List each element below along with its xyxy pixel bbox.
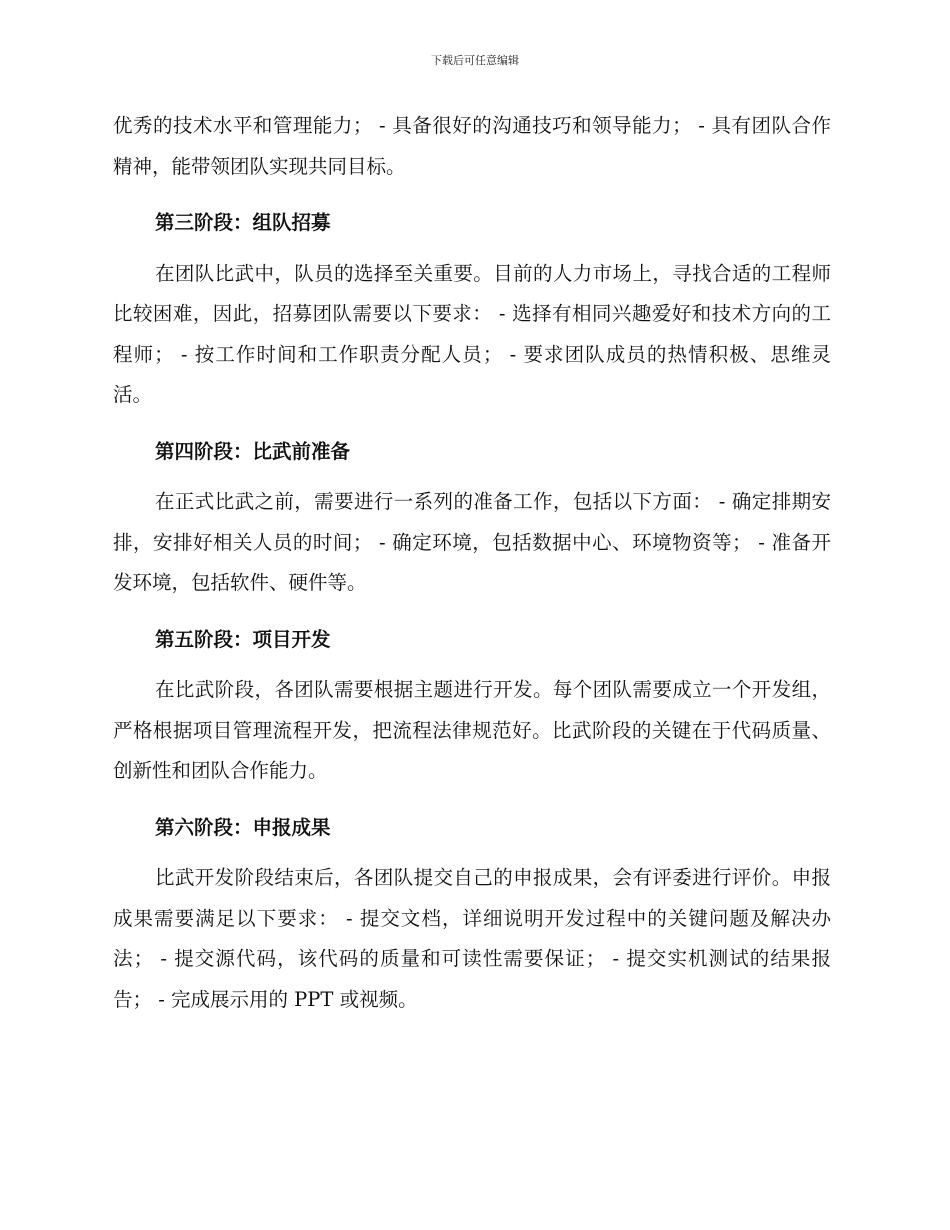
- stage5-paragraph: 在比武阶段，各团队需要根据主题进行开发。每个团队需要成立一个开发组，严格根据项目管理流程开发，把流程法律规范好。比武阶段的关键在于代码质量、创新性和团队合作能力。: [113, 678, 831, 782]
- stage5-heading: 第五阶段：项目开发: [155, 627, 331, 651]
- stage3-heading: 第三阶段：组队招募: [155, 211, 331, 234]
- document-body: [113, 106, 831, 1020]
- stage6-heading: 第六阶段：申报成果: [155, 815, 331, 839]
- page-header: 下载后可任意编辑: [431, 54, 519, 67]
- stage4-paragraph: 在正式比武之前，需要进行一系列的准备工作，包括以下方面： - 确定排期安排，安排好相关人员的时间； - 确定环境，包括数据中心、环境物资等； - 准备开发环境，包括软件、硬件等。: [113, 490, 831, 594]
- stage6-paragraph: 比武开发阶段结束后，各团队提交自己的申报成果，会有评委进行评价。申报成果需要满足以下要求： - 提交文档，详细说明开发过程中的关键问题及解决办法； - 提交源代码，该代码的质量和可读性需要保证； - 提交实机测试的结果报告； - 完成展示用的 PPT 或视频。: [113, 866, 831, 1011]
- intro-continuation-paragraph: 优秀的技术水平和管理能力； - 具备很好的沟通技巧和领导能力； - 具有团队合作精神，能带领团队实现共同目标。: [113, 114, 831, 178]
- stage3-paragraph: 在团队比武中，队员的选择至关重要。目前的人力市场上，寻找合适的工程师比较困难，因此，招募团队需要以下要求： - 选择有相同兴趣爱好和技术方向的工程师； - 按工作时间和工作职责分配人员； - 要求团队成员的热情积极、思维灵活。: [113, 261, 831, 406]
- stage4-heading: 第四阶段：比武前准备: [155, 439, 351, 463]
